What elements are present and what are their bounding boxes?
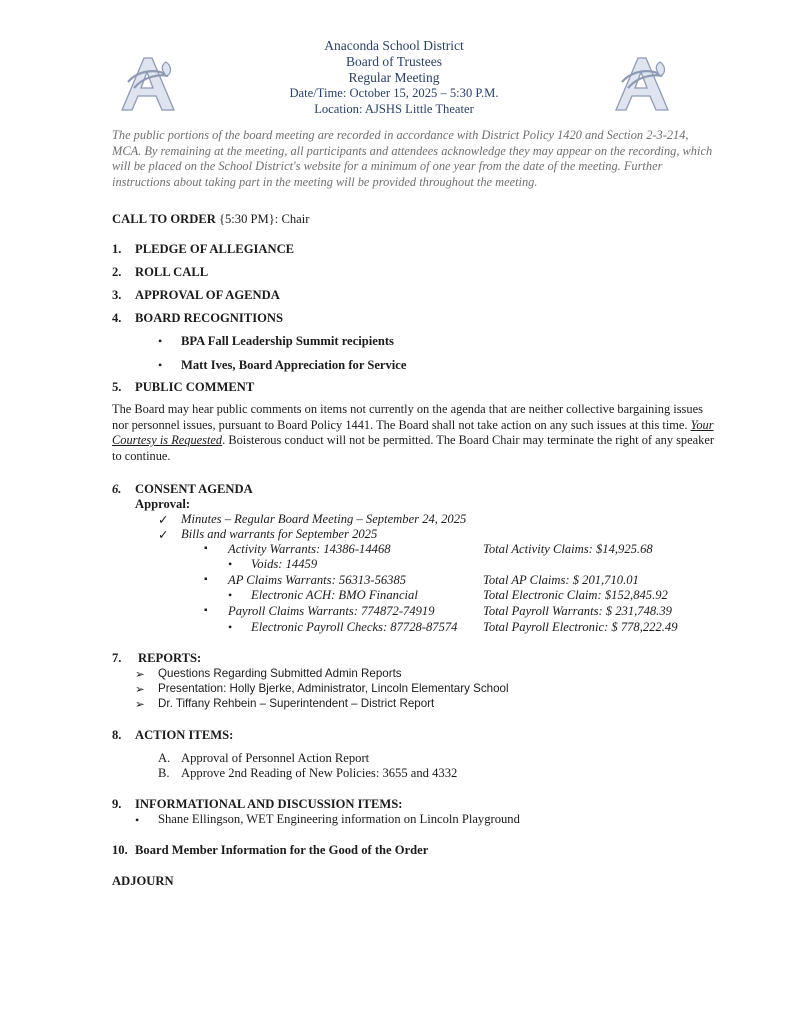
call-to-order [112,212,309,227]
consent-minutes: Minutes – Regular Board Meeting – September 24, 2025 [181,512,467,526]
ach-total: Total Electronic Claim: $152,845.92 [483,588,668,602]
bullet-icon: • [135,813,140,827]
item-consent-agenda: CONSENT AGENDA [135,482,253,496]
item-number-6: 6. [112,482,122,496]
check-icon: ✓ [158,513,169,527]
call-to-order-time: {5:30 PM}: Chair [215,212,310,226]
arrow-bullet-icon: ➢ [135,668,145,681]
public-comment-text: The Board may hear public comments on items not currently on the agenda that are neither collective bargaining issues nor personnel issues, pursuant to Board Policy 1441. The Board shall not take action on any such issues at this time. Your Courtesy is Requested. Boisterous conduct will not be permitted. The Board Chair may terminate the right of any speaker to continue. [112,402,714,463]
bullet-icon: • [228,557,233,571]
bullet-icon: • [158,334,163,348]
bullet-icon: • [158,358,163,372]
item-board-member-info: Board Member Information for the Good of the Order [135,843,429,857]
item-number-7: 7. [112,651,122,665]
call-to-order-label: CALL TO ORDER [112,212,216,226]
electronic-payroll-total: Total Payroll Electronic: $ 778,222.49 [483,620,678,634]
informational-item: Shane Ellingson, WET Engineering information on Lincoln Playground [158,812,520,826]
activity-total: Total Activity Claims: $14,925.68 [483,542,653,556]
recognition-item: BPA Fall Leadership Summit recipients [181,334,394,348]
courtesy-emphasis: Your Courtesy is Requested [112,417,714,447]
item-number-10: 10. [112,843,128,857]
report-item: Questions Regarding Submitted Admin Reports [158,667,402,680]
square-bullet-icon: ▪ [204,574,208,585]
consent-bills: Bills and warrants for September 2025 [181,527,378,541]
action-letter: A. [158,751,171,765]
square-bullet-icon: ▪ [204,605,208,616]
action-item: Approve 2nd Reading of New Policies: 3655 and 4332 [181,766,458,780]
approval-label: Approval: [135,497,191,511]
meeting-location: Location: AJSHS Little Theater [314,102,474,116]
item-roll-call: ROLL CALL [135,265,209,279]
item-number-4: 4. [112,311,122,325]
item-informational: INFORMATIONAL AND DISCUSSION ITEMS: [135,797,403,811]
district-name: Anaconda School District [324,38,464,53]
payroll-total: Total Payroll Warrants: $ 231,748.39 [483,604,672,618]
item-action-items: ACTION ITEMS: [135,728,234,742]
board-name: Board of Trustees [345,54,442,69]
item-reports: REPORTS: [138,651,202,665]
meeting-datetime: Date/Time: October 15, 2025 – 5:30 P.M. [289,86,499,100]
check-icon: ✓ [158,528,169,542]
item-number-9: 9. [112,797,122,811]
item-pledge: PLEDGE OF ALLEGIANCE [135,242,295,256]
item-number-2: 2. [112,265,122,279]
voids: Voids: 14459 [251,557,318,571]
bullet-icon: • [228,588,233,602]
item-number-1: 1. [112,242,122,256]
report-item: Dr. Tiffany Rehbein – Superintendent – District Report [158,697,435,710]
meeting-type: Regular Meeting [348,70,440,85]
action-item: Approval of Personnel Action Report [181,751,370,765]
arrow-bullet-icon: ➢ [135,698,145,711]
item-board-recognitions: BOARD RECOGNITIONS [135,311,284,325]
action-letter: B. [158,766,170,780]
ap-warrants: AP Claims Warrants: 56313-56385 [228,573,407,587]
ap-total: Total AP Claims: $ 201,710.01 [483,573,639,587]
electronic-payroll: Electronic Payroll Checks: 87728-87574 [251,620,458,634]
item-number-8: 8. [112,728,122,742]
arrow-bullet-icon: ➢ [135,683,145,696]
recognition-item: Matt Ives, Board Appreciation for Service [181,358,407,372]
bullet-icon: • [228,620,233,634]
item-public-comment: PUBLIC COMMENT [135,380,255,394]
adjourn: ADJOURN [112,874,174,888]
activity-warrants: Activity Warrants: 14386-14468 [228,542,391,556]
payroll-warrants: Payroll Claims Warrants: 774872-74919 [228,604,435,618]
report-item: Presentation: Holly Bjerke, Administrator, Lincoln Elementary School [158,682,509,695]
electronic-ach: Electronic ACH: BMO Financial [251,588,418,602]
square-bullet-icon: ▪ [204,543,208,554]
item-number-3: 3. [112,288,122,302]
recording-notice: The public portions of the board meeting are recorded in accordance with District Policy 1420 and Section 2-3-214, MCA. By remaining at the meeting, all participants and attendees acknowledge they may appear on the recording, which will be placed on the School District's website for a minimum of one year from the date of the meeting. Further instructions about taking part in the meeting will be provided throughout the meeting. [112,128,713,189]
item-approval-agenda: APPROVAL OF AGENDA [135,288,280,302]
item-number-5: 5. [112,380,122,394]
